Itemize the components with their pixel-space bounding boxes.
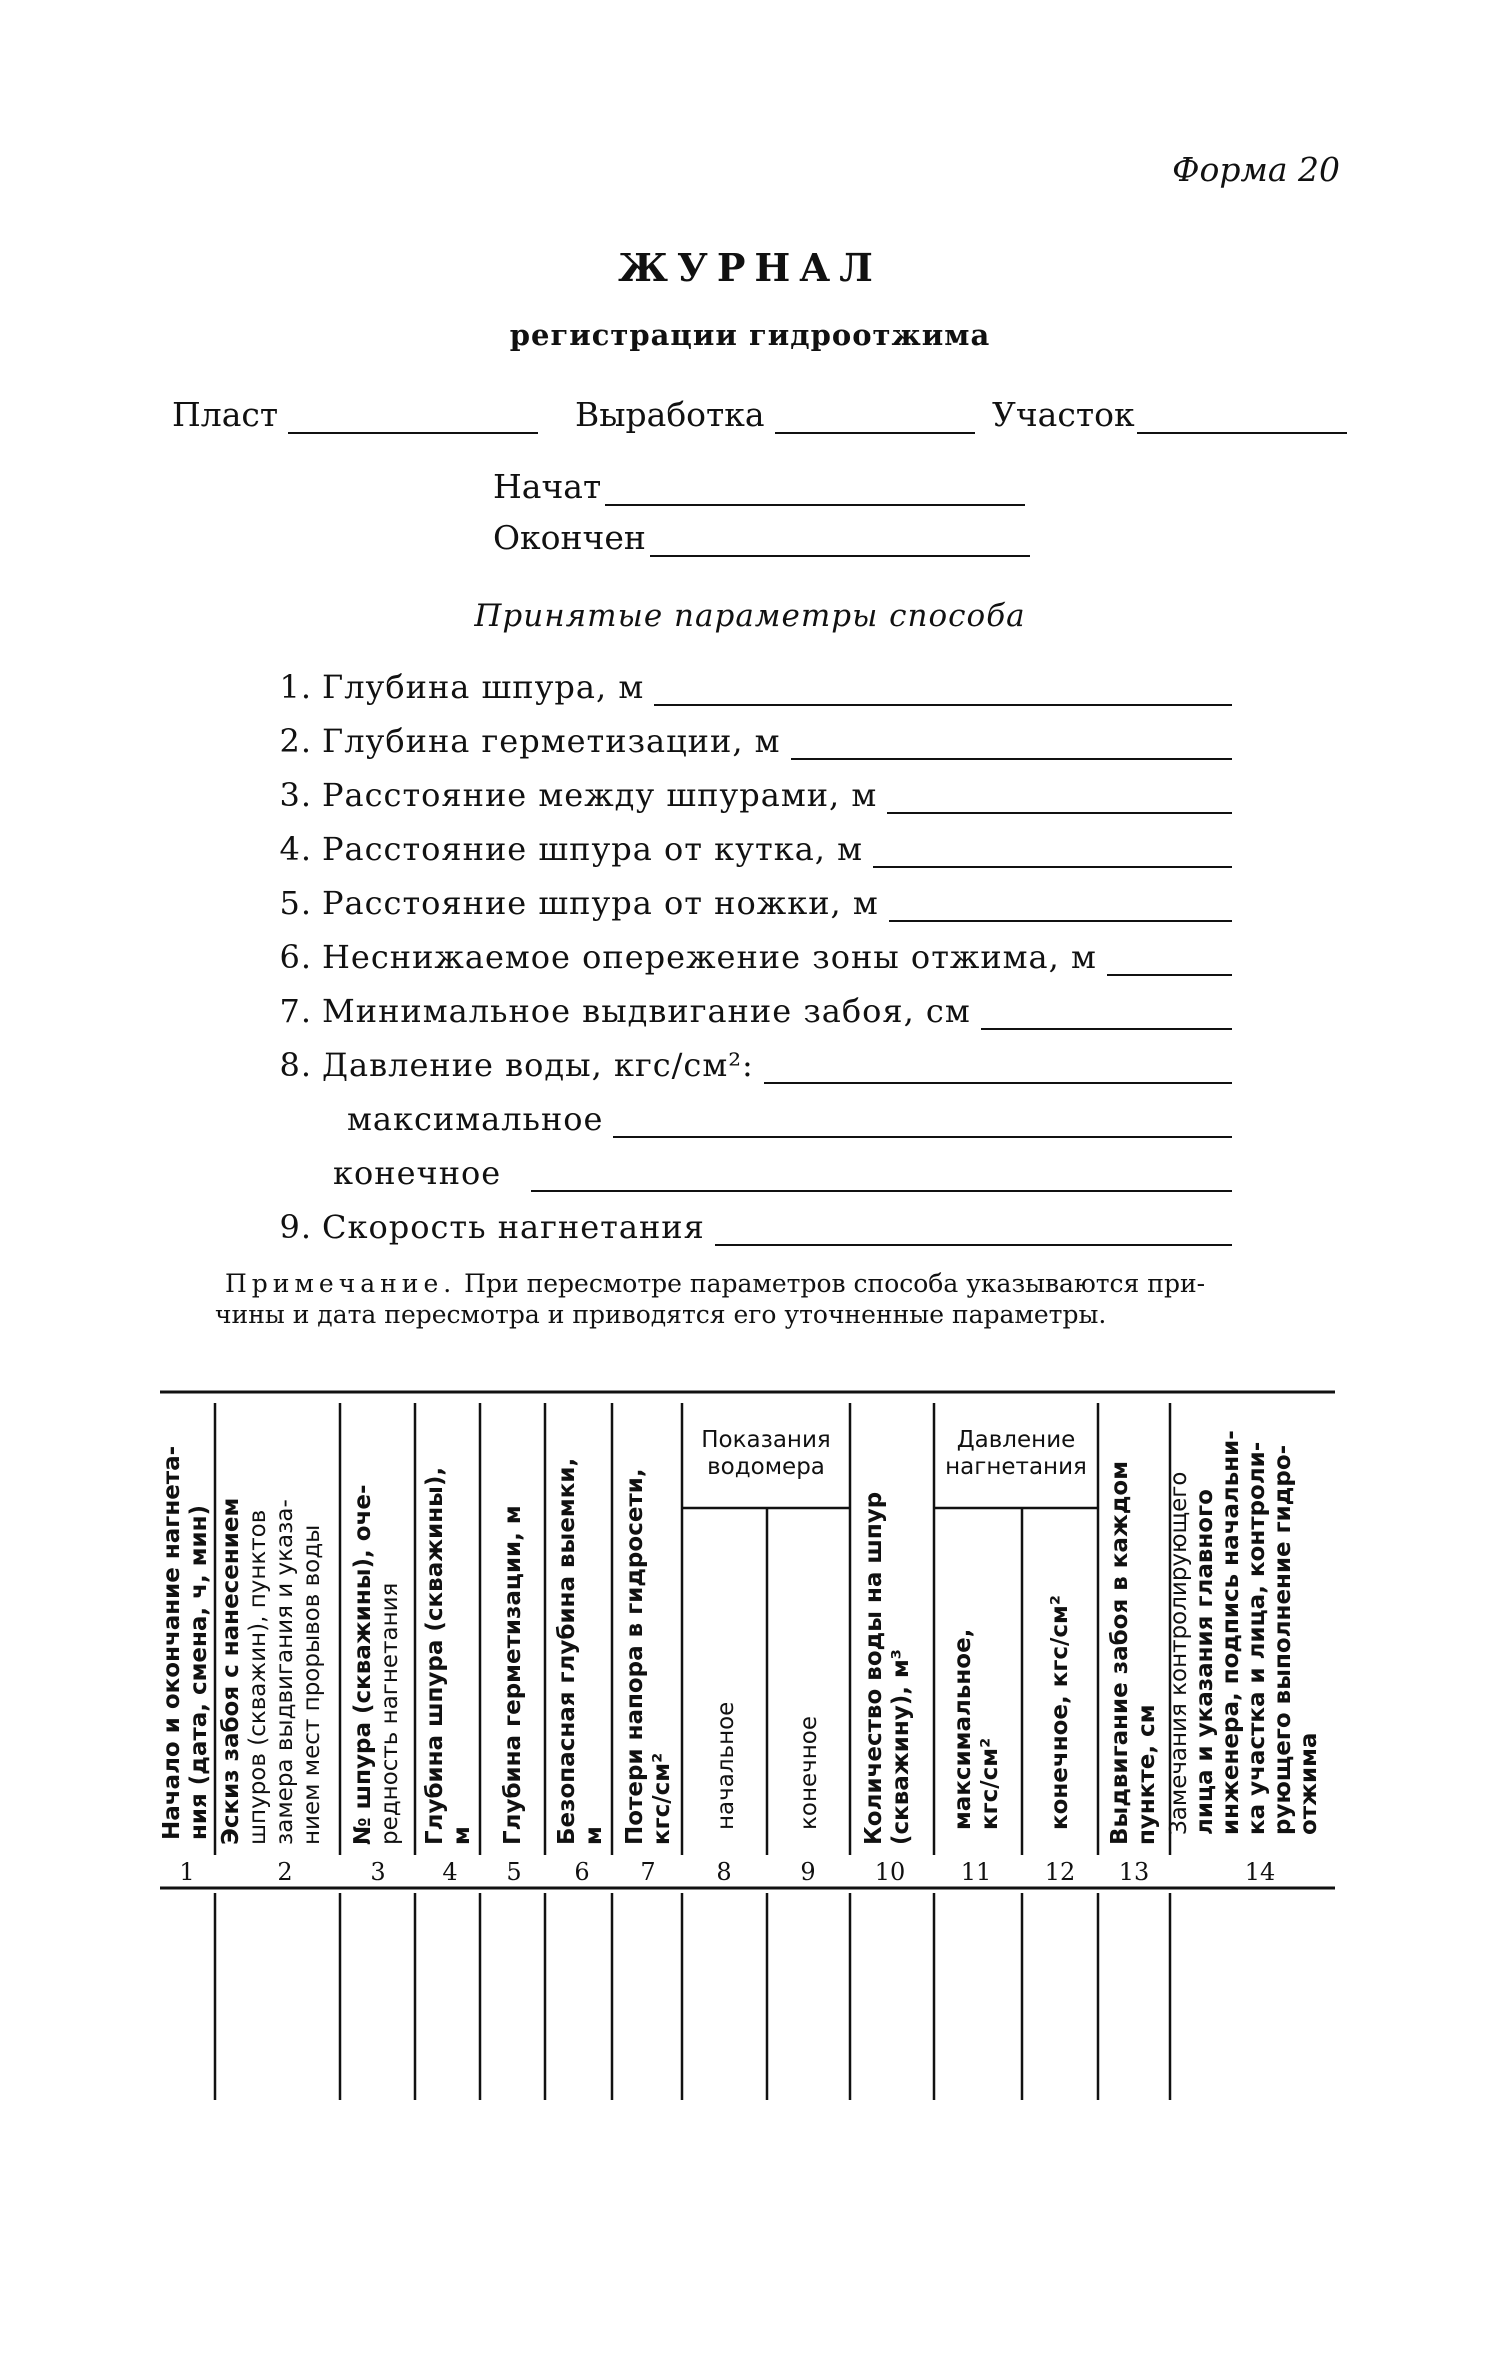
form-number: Форма 20 <box>1172 150 1340 189</box>
col14-line2: лица и указания главного <box>1192 1489 1218 1835</box>
col8-line1: начальное <box>713 1701 739 1830</box>
col9-header <box>796 1716 822 1830</box>
column-number-7: 7 <box>640 1858 656 1886</box>
col3-header <box>350 1485 403 1846</box>
col4-line2: м <box>449 1826 475 1845</box>
col5-header <box>500 1505 526 1845</box>
column-number-14: 14 <box>1244 1858 1276 1886</box>
param-label: максимальное <box>347 1100 604 1138</box>
col14-line1: Замечания контролирующего <box>1166 1471 1192 1835</box>
field-nachat-label: Начат <box>493 467 602 506</box>
column-number-11: 11 <box>960 1858 992 1886</box>
note-line2: чины и дата пересмотра и приводятся его уточненные параметры. <box>215 1300 1107 1329</box>
param-label: Глубина шпура, м <box>322 668 645 706</box>
group-davlenie-line1: Давление <box>956 1427 1076 1453</box>
col7-line1: Потери напора в гидросети, <box>622 1468 648 1845</box>
column-number-4: 4 <box>442 1858 458 1886</box>
group-davlenie-line2: нагнетания <box>945 1454 1087 1480</box>
page-title: ЖУРНАЛ <box>618 245 882 290</box>
col13-line2: пункте, см <box>1134 1704 1160 1845</box>
group-vodomer-line1: Показания <box>701 1427 831 1453</box>
col11-line2: кгс/см² <box>977 1737 1003 1830</box>
col2-line1: Эскиз забоя с нанесением <box>218 1497 244 1845</box>
param-number: 8. <box>279 1046 312 1084</box>
param-number: 1. <box>279 668 312 706</box>
param-label: Расстояние шпура от кутка, м <box>322 830 863 868</box>
col14-line4: ка участка и лица, контроли- <box>1244 1441 1270 1835</box>
field-uchastok-label: Участок <box>992 395 1135 434</box>
param-label: Давление воды, кгс/см²: <box>322 1046 754 1084</box>
col3-line2: редность нагнетания <box>377 1582 403 1845</box>
param-label: Глубина герметизации, м <box>322 722 781 760</box>
col12-header <box>1047 1595 1073 1830</box>
param-label: Скорость нагнетания <box>322 1208 705 1246</box>
column-number-1: 1 <box>179 1858 195 1886</box>
col3-line1: № шпура (скважины), оче- <box>350 1484 376 1845</box>
column-number-9: 9 <box>800 1858 816 1886</box>
col7-line2: кгс/см² <box>649 1752 675 1845</box>
note-label: Примечание. <box>225 1269 457 1298</box>
col4-header <box>422 1467 475 1845</box>
param-label: конечное <box>333 1154 502 1192</box>
col14-line5: рующего выполнение гидро- <box>1270 1444 1296 1835</box>
param-number: 4. <box>279 830 312 868</box>
param-label: Расстояние шпура от ножки, м <box>322 884 879 922</box>
col10-line1: Количество воды на шпур <box>861 1491 887 1845</box>
col1-line1: Начало и окончание нагнета- <box>159 1445 185 1840</box>
col1-header <box>159 1446 212 1840</box>
column-number-3: 3 <box>370 1858 386 1886</box>
col6-line2: м <box>581 1826 607 1845</box>
col9-line1: конечное <box>796 1715 822 1830</box>
col4-line1: Глубина шпура (скважины), <box>422 1466 448 1845</box>
param-number: 7. <box>279 992 312 1030</box>
col2-line2: шпуров (скважин), пунктов <box>245 1509 271 1845</box>
column-number-2: 2 <box>277 1858 293 1886</box>
col14-line6: отжима <box>1296 1732 1322 1835</box>
col8-header <box>713 1702 739 1830</box>
param-number: 2. <box>279 722 312 760</box>
col2-line3: замера выдвигания и указа- <box>272 1499 298 1845</box>
param-label: Расстояние между шпурами, м <box>322 776 878 814</box>
col13-line1: Выдвигание забоя в каждом <box>1107 1460 1133 1845</box>
group-vodomer-line2: водомера <box>707 1454 825 1480</box>
section-title: Принятые параметры способа <box>474 598 1026 634</box>
col6-line1: Безопасная глубина выемки, <box>554 1457 580 1845</box>
param-number: 5. <box>279 884 312 922</box>
column-number-10: 10 <box>874 1858 906 1886</box>
col5-line1: Глубина герметизации, м <box>500 1505 526 1845</box>
col13-header <box>1107 1461 1160 1845</box>
field-vyrabotka-label: Выработка <box>575 395 765 434</box>
field-plast-label: Пласт <box>172 395 279 434</box>
col10-line2: (скважину), м³ <box>888 1649 914 1845</box>
column-number-5: 5 <box>506 1858 522 1886</box>
param-number: 9. <box>279 1208 312 1246</box>
param-number: 6. <box>279 938 312 976</box>
param-number: 3. <box>279 776 312 814</box>
column-number-6: 6 <box>574 1858 590 1886</box>
column-number-8: 8 <box>716 1858 732 1886</box>
col12-line1: конечное, кгс/см² <box>1047 1595 1073 1830</box>
field-okonchen-label: Окончен <box>493 518 646 557</box>
col2-header <box>218 1498 325 1845</box>
col14-header <box>1166 1430 1322 1835</box>
col10-header <box>861 1492 914 1845</box>
col14-line3: инженера, подпись начальни- <box>1218 1430 1244 1835</box>
col1-line2: ния (дата, смена, ч, мин) <box>186 1504 212 1840</box>
col11-line1: максимальное, <box>950 1628 976 1830</box>
column-number-12: 12 <box>1044 1858 1076 1886</box>
note-line1: При пересмотре параметров способа указываются при- <box>464 1269 1206 1298</box>
param-label: Неснижаемое опережение зоны отжима, м <box>322 938 1097 976</box>
col6-header <box>554 1458 607 1845</box>
param-label: Минимальное выдвигание забоя, см <box>322 992 971 1030</box>
col2-line4: нием мест прорывов воды <box>299 1524 325 1845</box>
col7-header <box>622 1468 675 1845</box>
column-number-13: 13 <box>1118 1858 1150 1886</box>
page-subtitle: регистрации гидроотжима <box>509 318 991 352</box>
col11-header <box>950 1629 1003 1830</box>
